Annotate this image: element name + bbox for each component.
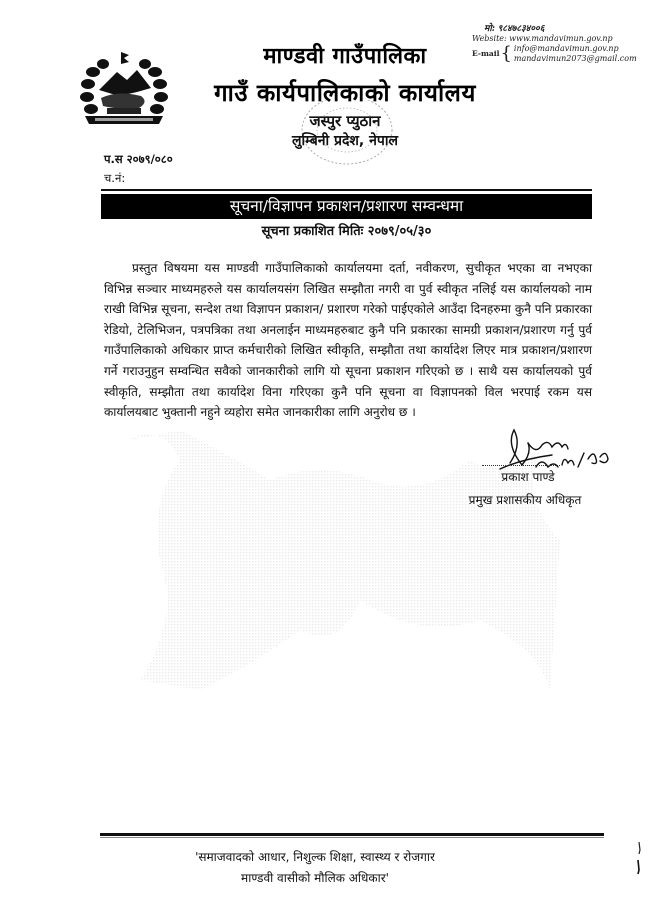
notice-body: प्रस्तुत विषयमा यस माण्डवी गाउँपालिकाको कार्यालयमा दर्ता, नवीकरण, सुचीकृत भएका वा नभएका विभिन्न सञ्चार माध्यमहरुले यस कार्यालयसंग लिखित सम्झौता नगरी वा पुर्व स्वीकृत नलिई यस कार्यालयको नाम राखी विभिन्न सूचना, सन्देश तथा विज्ञापन प्रकाशन/ प्रशारण गरेको पाईएकोले आउँदा दिनहरुमा कुनै पनि प्रकारका रेडियो, टेलिभिजन, पत्रपत्रिका तथा अनलाईन माध्यमहरुबाट कुनै पनि प्रकारका सामग्री प्रकाशन/प्रशारण गर्नु पुर्व गाउँपालिकाको अधिकार प्राप्त कर्मचारीको लिखित स्वीकृति, सम्झौता तथा कार्यादेश लिएर मात्र प्रकाशन/प्रशारण गर्ने गराउनुहुन सम्वन्धित सवैको जानकारीको लागि यो सूचना प्रकाशन गरिएको छ । साथै यस कार्यालयको पुर्व स्वीकृति, सम्झौता तथा कार्यादेश विना गरिएका कुनै पनि सूचना वा विज्ञापनको विल भरपाई रकम यस कार्यालयबाट भुक्तानी नहुने व्यहोरा समेत जानकारीका लागि अनुरोध छ । (104, 261, 592, 420)
brace-icon: { (500, 43, 512, 64)
office-address-line1: जस्पुर प्युठान (309, 112, 381, 130)
banner-rule (101, 189, 592, 191)
website-label: Website: (472, 34, 507, 43)
footer-rule-thin (100, 837, 604, 838)
phone-label: मो: (484, 24, 496, 34)
office-name-title: माण्डवी गाउँपालिका (263, 44, 427, 69)
signature-line (482, 465, 560, 466)
website-link[interactable]: www.mandavimun.gov.np (509, 34, 613, 43)
phone-number: ९८४७८३४००६ (497, 24, 545, 34)
dispatch-number: च.नं: (104, 171, 126, 185)
footer-slogan-line2: माण्डवी वासीको मौलिक अधिकार' (241, 871, 389, 885)
notice-subject-banner: सूचना/विज्ञापन प्रकाशन/प्रशारण सम्वन्धमा (101, 194, 592, 219)
footer-slogan-line1: 'समाजवादको आधार, निशुल्क शिक्षा, स्वास्थ्य र रोजगार (195, 850, 435, 864)
email-link[interactable]: mandavimun2073@gmail.com (513, 54, 637, 63)
scan-mark-icon (636, 840, 642, 875)
nepal-emblem-icon (79, 50, 169, 130)
email-link[interactable]: info@mandavimun.gov.np (513, 44, 619, 53)
contact-block (472, 24, 659, 64)
signatory-designation: प्रमुख प्रशासकीय अधिकृत (468, 493, 582, 507)
published-date: सूचना प्रकाशित मितिः २०७९/०५/३० (261, 224, 432, 239)
signatory-name: प्रकाश पाण्डे (501, 470, 555, 484)
phone-row (484, 24, 659, 34)
office-address-line2: लुम्बिनी प्रदेश, नेपाल (292, 133, 398, 149)
email-row (472, 44, 659, 64)
fiscal-year-ref: प.स २०७९/०८० (104, 152, 173, 166)
email-label: E-mail (472, 49, 500, 58)
footer-rule (100, 833, 604, 836)
office-subtitle: गाउँ कार्यपालिकाको कार्यालय (214, 79, 476, 107)
